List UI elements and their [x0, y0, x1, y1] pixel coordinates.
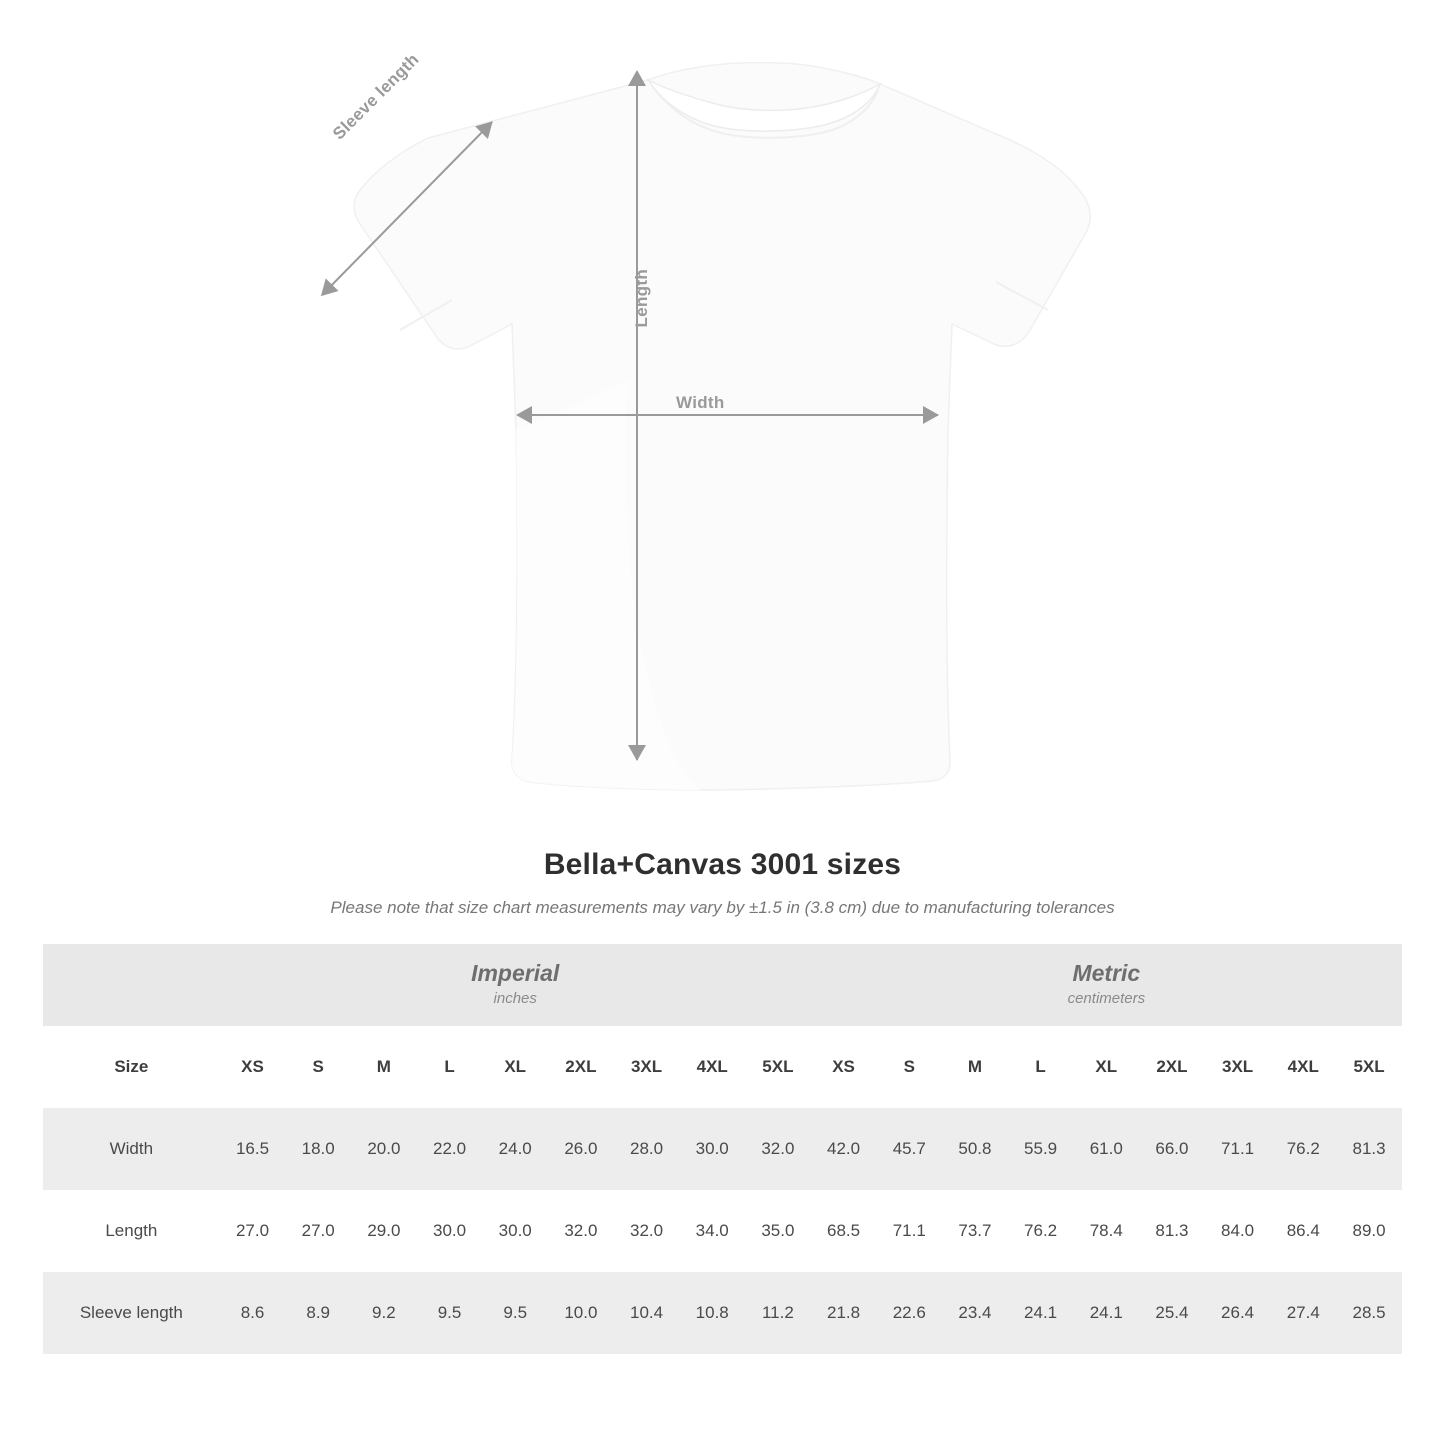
row-header-length: Length: [43, 1190, 220, 1272]
value-cell: 32.0: [745, 1108, 811, 1190]
size-cell: 5XL: [1336, 1026, 1402, 1108]
size-chart-table: [43, 944, 1402, 1354]
value-cell: 73.7: [942, 1190, 1008, 1272]
value-cell: 22.0: [417, 1108, 483, 1190]
value-cell: 35.0: [745, 1190, 811, 1272]
value-cell: 61.0: [1073, 1108, 1139, 1190]
size-cell: XL: [1073, 1026, 1139, 1108]
value-cell: 26.0: [548, 1108, 614, 1190]
value-cell: 9.5: [482, 1272, 548, 1354]
size-cell: 3XL: [1205, 1026, 1271, 1108]
unit-imperial-sub: inches: [493, 990, 537, 1008]
value-cell: 10.0: [548, 1272, 614, 1354]
value-cell: 21.8: [811, 1272, 877, 1354]
value-cell: 30.0: [417, 1190, 483, 1272]
value-cell: 10.8: [679, 1272, 745, 1354]
value-cell: 25.4: [1139, 1272, 1205, 1354]
value-cell: 89.0: [1336, 1190, 1402, 1272]
value-cell: 8.9: [285, 1272, 351, 1354]
value-cell: 26.4: [1205, 1272, 1271, 1354]
sleeve-length-dimension-label: Sleeve length: [329, 49, 423, 144]
value-cell: 84.0: [1205, 1190, 1271, 1272]
size-cell: L: [1008, 1026, 1074, 1108]
value-cell: 16.5: [220, 1108, 286, 1190]
value-cell: 18.0: [285, 1108, 351, 1190]
size-table-container: [43, 944, 1402, 1354]
tolerance-note: Please note that size chart measurements may vary by ±1.5 in (3.8 cm) due to manufacturing tolerances: [330, 898, 1115, 917]
value-cell: 8.6: [220, 1272, 286, 1354]
length-dimension-label: Length: [632, 269, 651, 328]
size-cell: S: [285, 1026, 351, 1108]
value-cell: 78.4: [1073, 1190, 1139, 1272]
unit-metric-name: Metric: [1072, 960, 1141, 987]
size-cell: 4XL: [679, 1026, 745, 1108]
value-cell: 71.1: [876, 1190, 942, 1272]
value-cell: 30.0: [482, 1190, 548, 1272]
size-cell: M: [351, 1026, 417, 1108]
size-cell: 5XL: [745, 1026, 811, 1108]
value-cell: 50.8: [942, 1108, 1008, 1190]
value-cell: 34.0: [679, 1190, 745, 1272]
value-cell: 11.2: [745, 1272, 811, 1354]
size-cell: 4XL: [1270, 1026, 1336, 1108]
value-cell: 24.0: [482, 1108, 548, 1190]
value-cell: 68.5: [811, 1190, 877, 1272]
unit-header-row: [43, 944, 1402, 1026]
size-cell: XL: [482, 1026, 548, 1108]
value-cell: 24.1: [1008, 1272, 1074, 1354]
value-cell: 32.0: [614, 1190, 680, 1272]
value-cell: 9.5: [417, 1272, 483, 1354]
value-cell: 20.0: [351, 1108, 417, 1190]
table-row-length: [43, 1190, 1402, 1272]
size-cell: 2XL: [1139, 1026, 1205, 1108]
chart-header: [0, 848, 1445, 918]
size-cell: L: [417, 1026, 483, 1108]
value-cell: 10.4: [614, 1272, 680, 1354]
value-cell: 55.9: [1008, 1108, 1074, 1190]
table-row-width: [43, 1108, 1402, 1190]
value-cell: 86.4: [1270, 1190, 1336, 1272]
table-row-sleeve-length: [43, 1272, 1402, 1354]
width-dimension-label: Width: [676, 393, 725, 412]
value-cell: 22.6: [876, 1272, 942, 1354]
unit-header-spacer: [43, 944, 220, 1026]
tshirt-shape: [354, 63, 1090, 790]
value-cell: 27.4: [1270, 1272, 1336, 1354]
value-cell: 76.2: [1270, 1108, 1336, 1190]
value-cell: 9.2: [351, 1272, 417, 1354]
row-header-size: Size: [43, 1026, 220, 1108]
size-cell: 2XL: [548, 1026, 614, 1108]
row-header-sleeve-length: Sleeve length: [43, 1272, 220, 1354]
unit-imperial-name: Imperial: [471, 960, 560, 987]
size-cell: 3XL: [614, 1026, 680, 1108]
unit-group-imperial: [220, 944, 811, 1026]
size-cell: M: [942, 1026, 1008, 1108]
value-cell: 23.4: [942, 1272, 1008, 1354]
size-cell: XS: [811, 1026, 877, 1108]
value-cell: 81.3: [1336, 1108, 1402, 1190]
size-cell: XS: [220, 1026, 286, 1108]
value-cell: 27.0: [285, 1190, 351, 1272]
row-header-width: Width: [43, 1108, 220, 1190]
value-cell: 32.0: [548, 1190, 614, 1272]
page-title: Bella+Canvas 3001 sizes: [543, 848, 902, 881]
value-cell: 42.0: [811, 1108, 877, 1190]
value-cell: 27.0: [220, 1190, 286, 1272]
unit-metric-sub: centimeters: [1067, 990, 1146, 1008]
table-row-sizes: [43, 1026, 1402, 1108]
value-cell: 30.0: [679, 1108, 745, 1190]
unit-group-metric: [811, 944, 1402, 1026]
value-cell: 76.2: [1008, 1190, 1074, 1272]
value-cell: 81.3: [1139, 1190, 1205, 1272]
value-cell: 28.5: [1336, 1272, 1402, 1354]
value-cell: 71.1: [1205, 1108, 1271, 1190]
value-cell: 28.0: [614, 1108, 680, 1190]
value-cell: 45.7: [876, 1108, 942, 1190]
size-cell: S: [876, 1026, 942, 1108]
value-cell: 66.0: [1139, 1108, 1205, 1190]
value-cell: 29.0: [351, 1190, 417, 1272]
value-cell: 24.1: [1073, 1272, 1139, 1354]
